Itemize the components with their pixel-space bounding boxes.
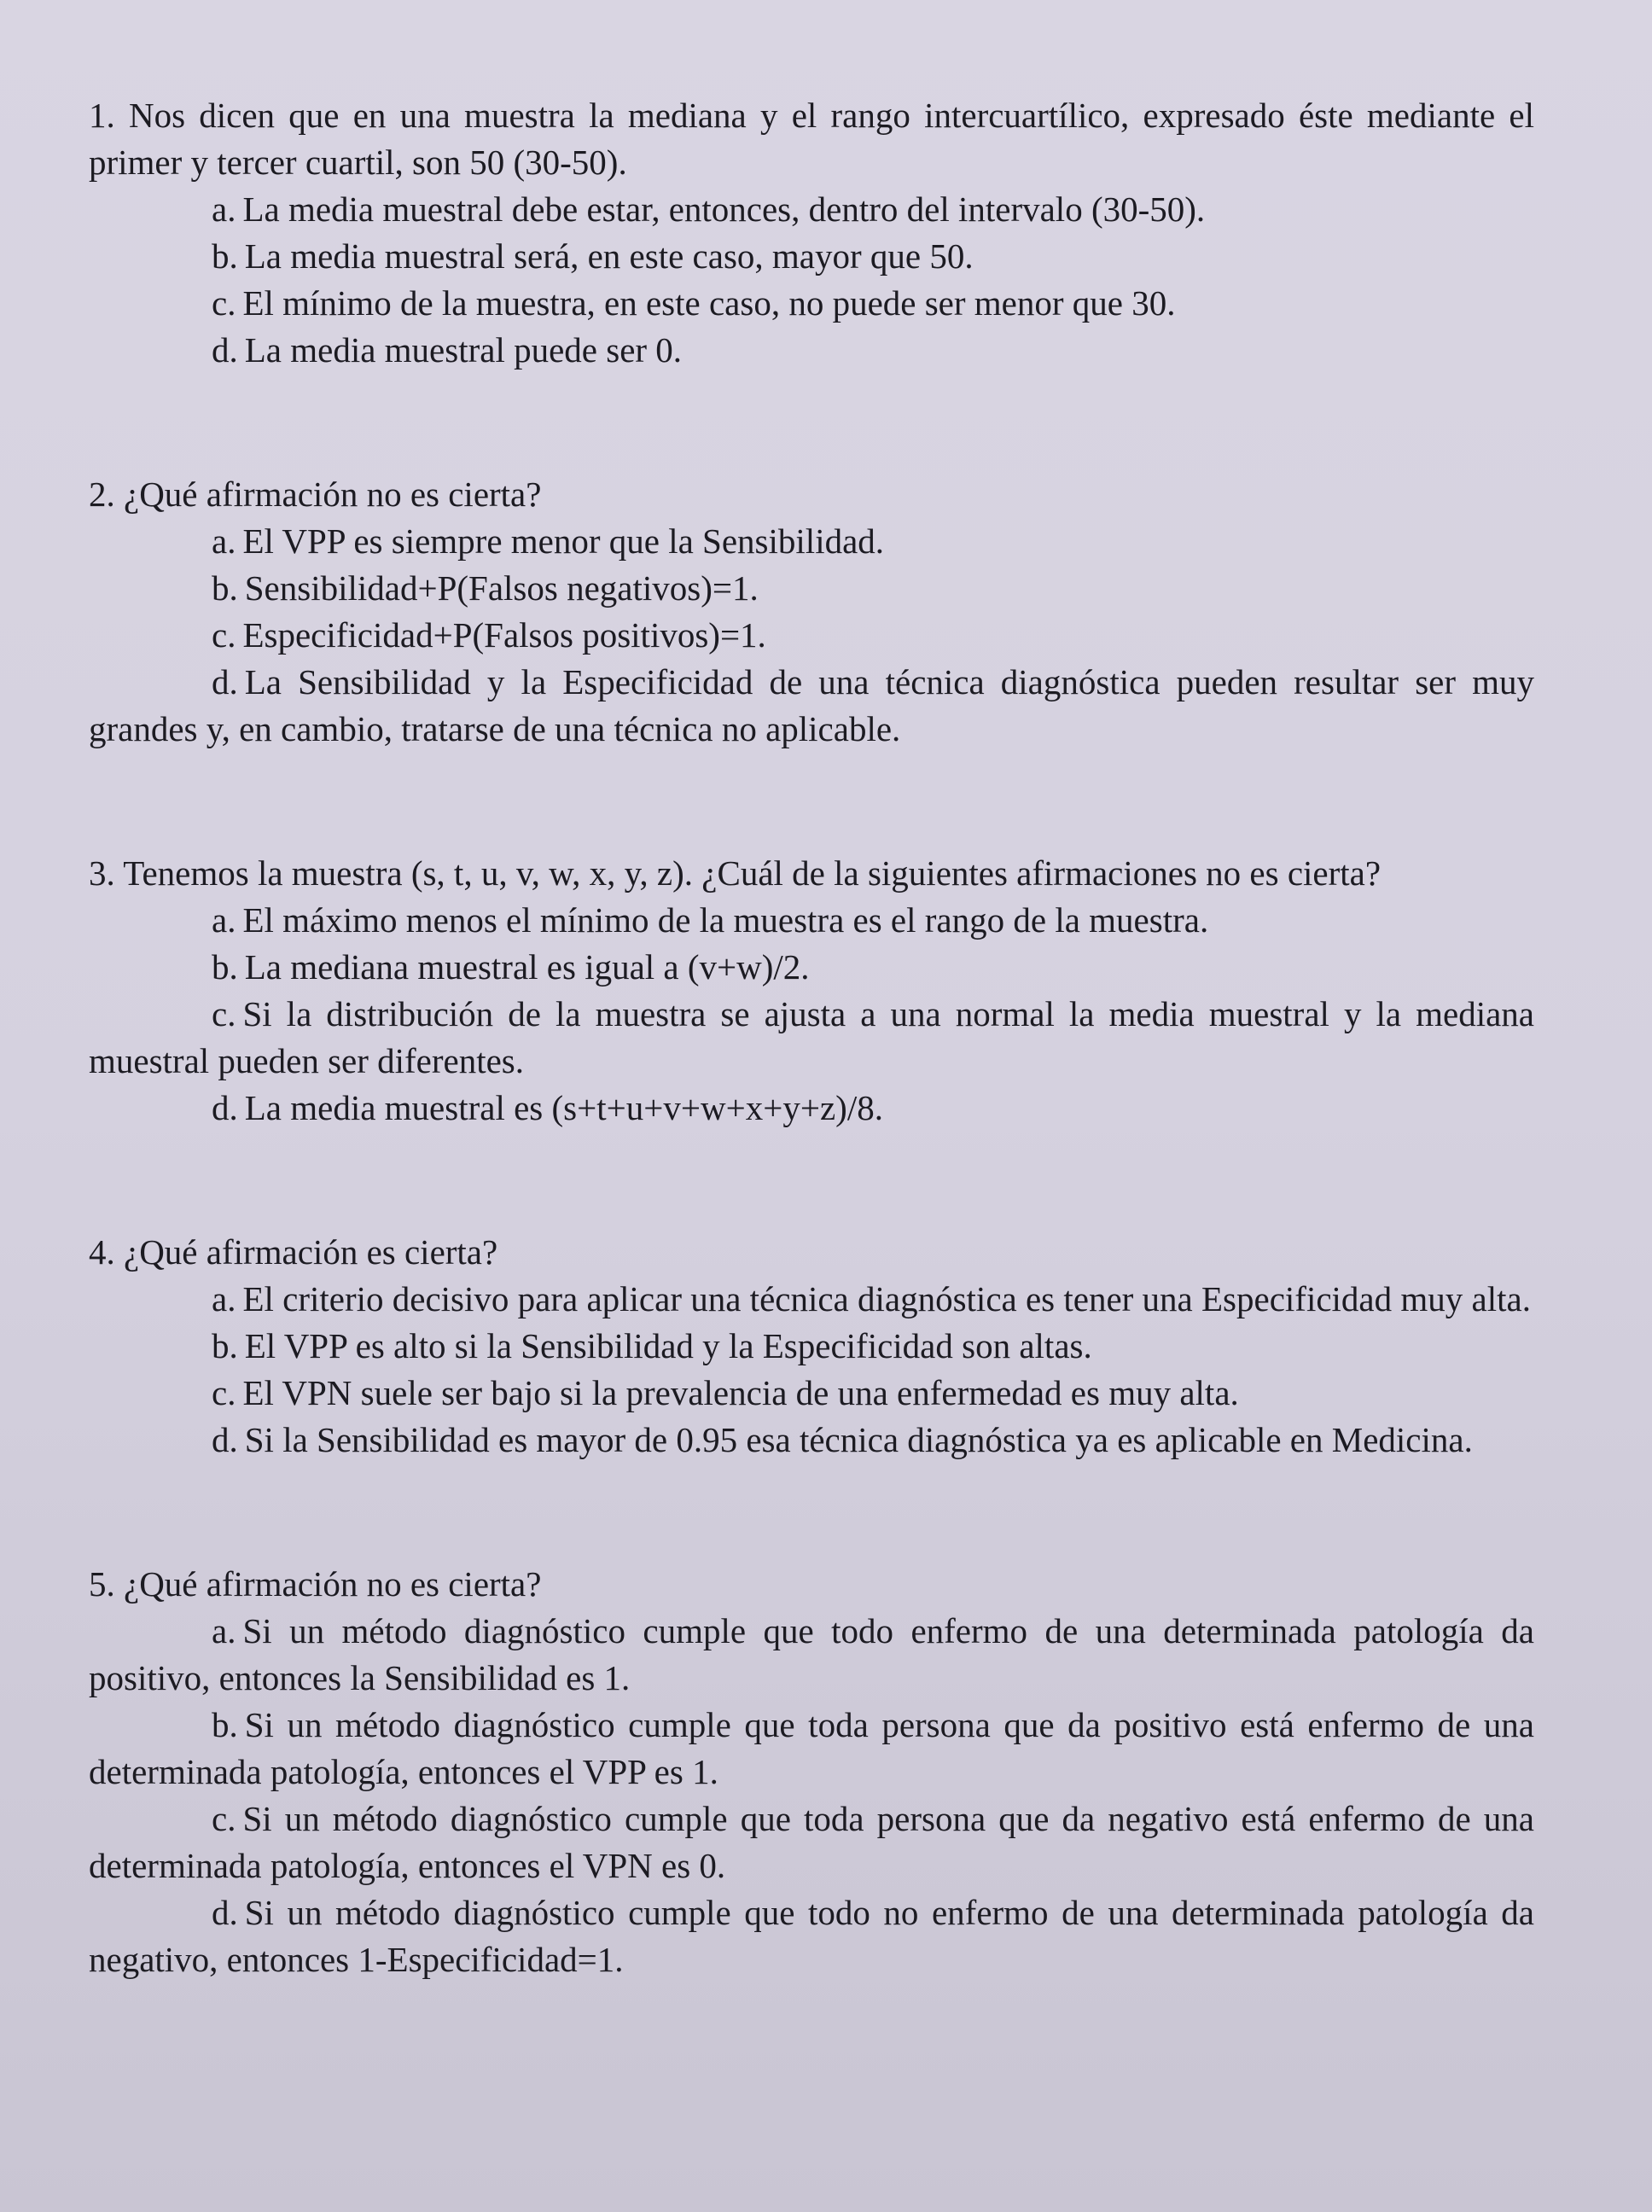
question-text: ¿Qué afirmación no es cierta? (124, 1564, 542, 1604)
option-letter: c. (212, 1799, 236, 1838)
option-text: La Sensibilidad y la Especificidad de una técnica diagnóstica pueden resultar ser muy grandes y, en cambio, tratarse de una técnica no aplicable. (89, 662, 1534, 748)
option-d (89, 1085, 1534, 1132)
option-d (89, 659, 1534, 753)
question-3 (89, 850, 1534, 1132)
question-number: 3. (89, 853, 115, 893)
option-d (89, 1889, 1534, 1983)
option-c (89, 612, 1534, 659)
option-text: Si un método diagnóstico cumple que todo enfermo de una determinada patología da positivo, entonces la Sensibilidad es 1. (89, 1611, 1534, 1697)
option-c (89, 991, 1534, 1085)
option-a (89, 1276, 1534, 1323)
question-stem (89, 1229, 1534, 1276)
question-1 (89, 92, 1534, 374)
option-a (89, 1608, 1534, 1702)
option-letter: d. (212, 662, 238, 701)
option-a (89, 897, 1534, 944)
option-letter: b. (212, 1705, 238, 1744)
option-c (89, 1796, 1534, 1889)
option-letter: a. (212, 1611, 236, 1650)
question-5 (89, 1561, 1534, 1983)
option-text: El máximo menos el mínimo de la muestra es el rango de la muestra. (242, 900, 1209, 940)
option-text: El VPP es siempre menor que la Sensibilidad. (242, 521, 885, 561)
option-text: El criterio decisivo para aplicar una técnica diagnóstica es tener una Especificidad muy alta. (242, 1279, 1531, 1318)
question-text: Tenemos la muestra (s, t, u, v, w, x, y, z). ¿Cuál de la siguientes afirmaciones no es cierta? (123, 853, 1382, 893)
option-text: Si la Sensibilidad es mayor de 0.95 esa técnica diagnóstica ya es aplicable en Medicina. (244, 1420, 1473, 1459)
option-b (89, 1323, 1534, 1370)
option-text: La mediana muestral es igual a (v+w)/2. (244, 947, 810, 987)
question-number: 2. (89, 474, 115, 514)
option-letter: a. (212, 1279, 236, 1318)
question-number: 4. (89, 1232, 115, 1272)
option-text: Si un método diagnóstico cumple que toda persona que da negativo está enfermo de una determinada patología, entonces el VPN es 0. (89, 1799, 1534, 1885)
option-letter: d. (212, 1893, 238, 1932)
question-2 (89, 471, 1534, 753)
option-text: Si la distribución de la muestra se ajusta a una normal la media muestral y la mediana muestral pueden ser diferentes. (89, 994, 1534, 1080)
option-text: Sensibilidad+P(Falsos negativos)=1. (244, 568, 759, 608)
option-a (89, 186, 1534, 233)
option-letter: c. (212, 994, 236, 1033)
option-text: Si un método diagnóstico cumple que todo no enfermo de una determinada patología da negativo, entonces 1-Especificidad=1. (89, 1893, 1534, 1979)
option-text: La media muestral es (s+t+u+v+w+x+y+z)/8. (244, 1088, 883, 1127)
option-text: Si un método diagnóstico cumple que toda persona que da positivo está enfermo de una determinada patología, entonces el VPP es 1. (89, 1705, 1534, 1791)
option-b (89, 233, 1534, 280)
option-letter: c. (212, 1373, 236, 1412)
option-letter: c. (212, 283, 236, 323)
option-a (89, 518, 1534, 565)
option-letter: b. (212, 236, 238, 276)
option-letter: d. (212, 1088, 238, 1127)
question-text: ¿Qué afirmación es cierta? (124, 1232, 498, 1272)
option-text: El VPN suele ser bajo si la prevalencia de una enfermedad es muy alta. (242, 1373, 1239, 1412)
question-number: 1. (89, 96, 115, 135)
option-c (89, 280, 1534, 327)
question-4 (89, 1229, 1534, 1464)
question-number: 5. (89, 1564, 115, 1604)
option-text: Especificidad+P(Falsos positivos)=1. (242, 615, 766, 655)
question-stem (89, 850, 1534, 897)
option-letter: a. (212, 189, 236, 229)
option-text: La media muestral debe estar, entonces, dentro del intervalo (30-50). (242, 189, 1206, 229)
option-text: El mínimo de la muestra, en este caso, no puede ser menor que 30. (242, 283, 1176, 323)
option-letter: c. (212, 615, 236, 655)
option-text: El VPP es alto si la Sensibilidad y la Especificidad son altas. (244, 1326, 1092, 1365)
option-letter: b. (212, 947, 238, 987)
option-letter: b. (212, 1326, 238, 1365)
question-text: ¿Qué afirmación no es cierta? (124, 474, 542, 514)
option-letter: a. (212, 521, 236, 561)
question-stem (89, 92, 1534, 186)
question-stem (89, 1561, 1534, 1608)
option-c (89, 1370, 1534, 1417)
option-letter: d. (212, 1420, 238, 1459)
option-text: La media muestral será, en este caso, mayor que 50. (244, 236, 974, 276)
option-b (89, 944, 1534, 991)
option-letter: b. (212, 568, 238, 608)
option-letter: d. (212, 330, 238, 370)
question-stem (89, 471, 1534, 518)
question-text: Nos dicen que en una muestra la mediana y el rango intercuartílico, expresado éste mediante el primer y tercer cuartil, son 50 (30-50). (89, 96, 1534, 182)
option-letter: a. (212, 900, 236, 940)
option-d (89, 327, 1534, 374)
option-text: La media muestral puede ser 0. (244, 330, 683, 370)
option-b (89, 1702, 1534, 1796)
option-b (89, 565, 1534, 612)
option-d (89, 1417, 1534, 1464)
